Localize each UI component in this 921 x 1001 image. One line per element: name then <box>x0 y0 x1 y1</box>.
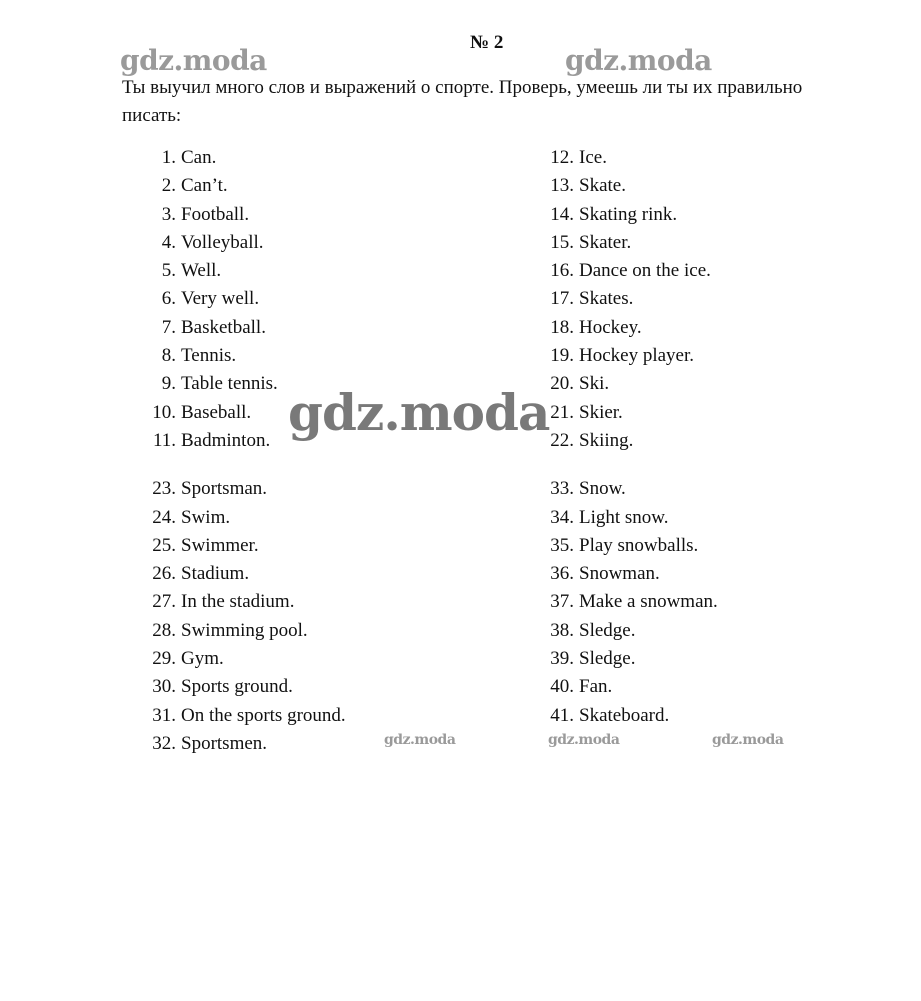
item-number: 11. <box>152 429 176 451</box>
item-number: 8. <box>161 345 176 367</box>
item-text: Tennis. <box>181 345 237 367</box>
item-number: 6. <box>161 288 176 310</box>
list-item <box>148 342 346 370</box>
list-item <box>546 201 718 229</box>
list-item <box>148 257 346 285</box>
list-item <box>546 504 718 532</box>
item-text: Skateboard. <box>579 704 670 726</box>
item-text: Very well. <box>181 288 260 310</box>
watermark-bottom-1: gdz.moda <box>384 732 456 748</box>
item-text: Snow. <box>579 478 626 500</box>
item-number: 39. <box>550 648 574 670</box>
item-number: 34. <box>550 506 574 528</box>
item-number: 20. <box>550 373 574 395</box>
item-number: 36. <box>550 563 574 585</box>
list-item <box>148 285 346 313</box>
item-number: 29. <box>152 648 176 670</box>
item-text: Gym. <box>181 648 224 670</box>
item-text: Baseball. <box>181 401 252 423</box>
item-text: Volleyball. <box>181 231 264 253</box>
item-number: 17. <box>550 288 574 310</box>
item-text: Hockey player. <box>579 345 695 367</box>
list-item <box>148 730 346 758</box>
item-text: Can. <box>181 147 217 168</box>
item-text: Well. <box>181 260 222 282</box>
word-list-right <box>546 144 718 730</box>
list-item <box>546 342 718 370</box>
list-item <box>148 532 346 560</box>
item-number: 4. <box>161 231 176 253</box>
item-text: Play snowballs. <box>579 534 699 556</box>
item-text: Sledge. <box>579 648 636 670</box>
item-number: 1. <box>161 147 176 168</box>
item-text: Table tennis. <box>181 373 278 395</box>
task-number: № 2 <box>470 32 504 53</box>
item-text: Badminton. <box>181 429 271 451</box>
item-text: Can’t. <box>181 175 228 197</box>
list-item <box>546 560 718 588</box>
item-text: On the sports ground. <box>181 704 346 726</box>
list-item <box>148 504 346 532</box>
item-text: Make a snowman. <box>579 591 718 613</box>
item-number: 21. <box>550 401 574 423</box>
item-number: 18. <box>550 316 574 338</box>
item-text: Fan. <box>579 676 613 698</box>
list-item <box>546 172 718 200</box>
item-text: Skate. <box>579 175 626 197</box>
item-number: 31. <box>152 704 176 726</box>
item-number: 12. <box>550 147 574 168</box>
list-item <box>148 475 346 503</box>
item-text: Stadium. <box>181 563 250 585</box>
item-text: Snowman. <box>579 563 660 585</box>
watermark-top-right: gdz.moda <box>565 44 712 77</box>
item-text: Ice. <box>579 147 607 168</box>
item-text: Swimmer. <box>181 534 259 556</box>
item-number: 24. <box>152 506 176 528</box>
list-item <box>546 229 718 257</box>
list-item <box>148 702 346 730</box>
item-number: 27. <box>152 591 176 613</box>
intro-text: Ты выучил много слов и выражений о спорте. Проверь, умеешь ли ты их правильно писать: <box>122 77 803 126</box>
item-number: 35. <box>550 534 574 556</box>
list-item <box>148 201 346 229</box>
list-item <box>546 475 718 503</box>
item-number: 9. <box>161 373 176 395</box>
list-item <box>148 588 346 616</box>
watermark-bottom-2: gdz.moda <box>548 732 620 748</box>
item-text: Swimming pool. <box>181 619 308 641</box>
list-item <box>148 617 346 645</box>
item-number: 30. <box>152 676 176 698</box>
item-text: Skating rink. <box>579 203 678 225</box>
item-number: 26. <box>152 563 176 585</box>
item-number: 33. <box>550 478 574 500</box>
item-text: Hockey. <box>579 316 642 338</box>
item-text: Ski. <box>579 373 610 395</box>
item-text: Skier. <box>579 401 623 423</box>
list-item <box>148 172 346 200</box>
word-list-left <box>148 144 346 758</box>
list-item <box>546 617 718 645</box>
item-number: 38. <box>550 619 574 641</box>
item-number: 16. <box>550 260 574 282</box>
item-text: In the stadium. <box>181 591 295 613</box>
item-number: 19. <box>550 345 574 367</box>
item-text: Football. <box>181 203 250 225</box>
item-number: 25. <box>152 534 176 556</box>
item-number: 13. <box>550 175 574 197</box>
list-item <box>148 314 346 342</box>
list-item <box>148 673 346 701</box>
watermark-bottom-3: gdz.moda <box>712 732 784 748</box>
item-number: 23. <box>152 478 176 500</box>
list-item <box>148 229 346 257</box>
list-item <box>546 702 718 730</box>
list-item <box>546 588 718 616</box>
item-number: 2. <box>161 175 176 197</box>
list-item <box>546 370 718 398</box>
item-text: Sledge. <box>579 619 636 641</box>
list-item <box>546 673 718 701</box>
item-text: Skater. <box>579 231 632 253</box>
list-item <box>546 144 718 172</box>
item-number: 5. <box>161 260 176 282</box>
list-item <box>546 645 718 673</box>
item-text: Sportsmen. <box>181 732 268 754</box>
item-number: 41. <box>550 704 574 726</box>
item-number: 32. <box>152 732 176 754</box>
item-number: 15. <box>550 231 574 253</box>
watermark-center: gdz.moda <box>288 383 550 442</box>
item-text: Basketball. <box>181 316 266 338</box>
list-item <box>546 399 718 427</box>
item-number: 7. <box>161 316 176 338</box>
list-item <box>546 285 718 313</box>
list-item <box>546 257 718 285</box>
list-item <box>148 560 346 588</box>
list-item <box>148 645 346 673</box>
item-number: 14. <box>550 203 574 225</box>
list-item <box>546 314 718 342</box>
item-text: Skiing. <box>579 429 634 451</box>
item-text: Swim. <box>181 506 231 528</box>
item-number: 3. <box>161 203 176 225</box>
list-item <box>148 144 346 172</box>
item-text: Sportsman. <box>181 478 268 500</box>
watermark-top-left: gdz.moda <box>120 44 267 77</box>
item-number: 22. <box>550 429 574 451</box>
item-text: Sports ground. <box>181 676 293 698</box>
list-item <box>546 427 718 455</box>
item-text: Skates. <box>579 288 634 310</box>
item-number: 37. <box>550 591 574 613</box>
item-number: 40. <box>550 676 574 698</box>
list-item <box>546 532 718 560</box>
item-text: Dance on the ice. <box>579 260 711 282</box>
item-number: 10. <box>152 401 176 423</box>
item-text: Light snow. <box>579 506 669 528</box>
item-number: 28. <box>152 619 176 641</box>
